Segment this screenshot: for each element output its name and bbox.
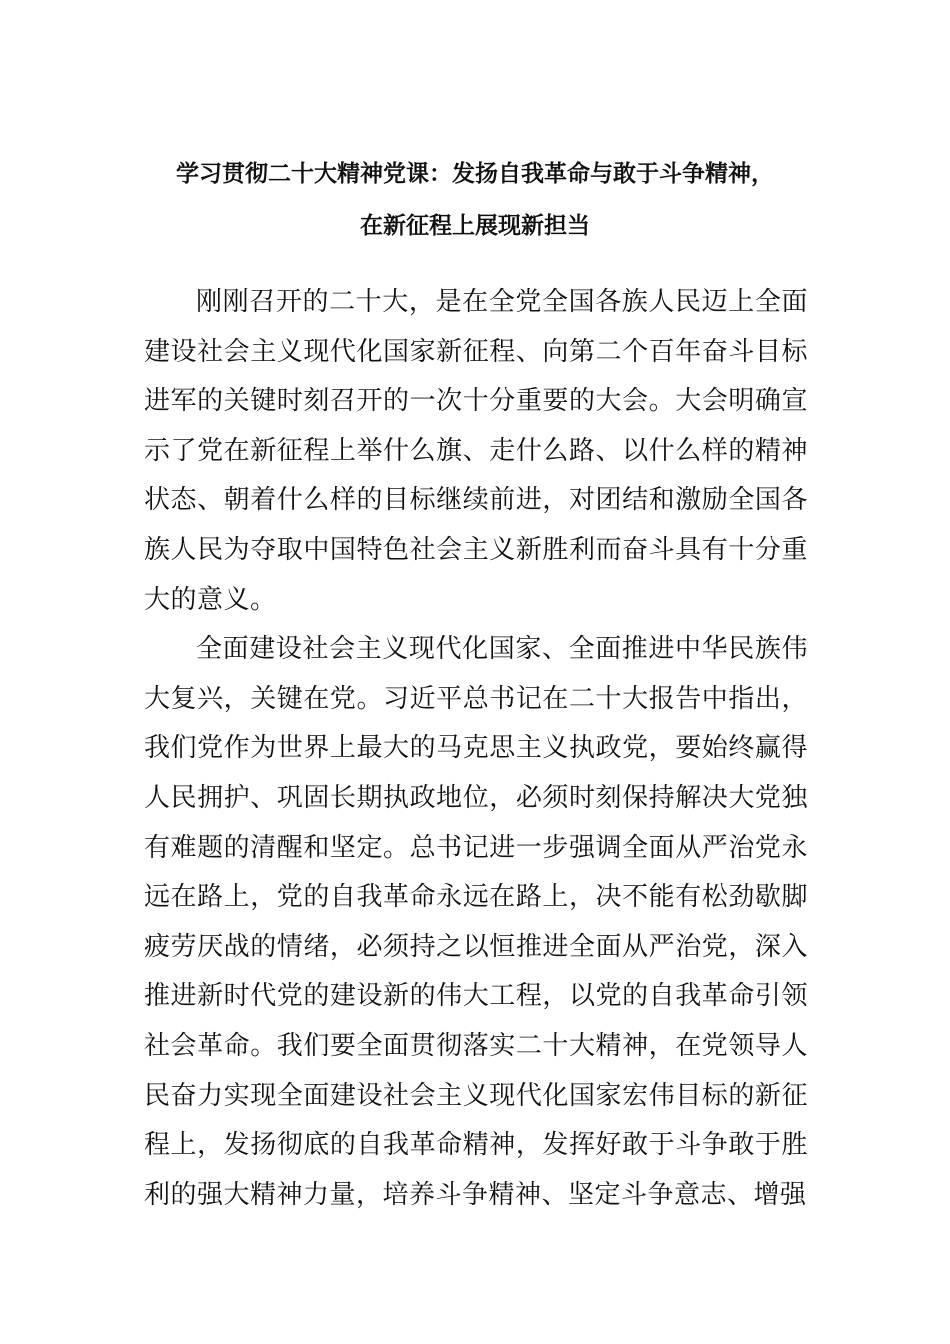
document-title-line-1: 学习贯彻二十大精神党课：发扬自我革命与敢于斗争精神， <box>176 161 774 187</box>
paragraph-1: 刚刚召开的二十大，是在全党全国各族人民迈上全面建设社会主义现代化国家新征程、向第二个百年奋斗目标进军的关键时刻召开的一次十分重要的大会。大会明确宣示了党在新征程上举什么旗、走什么路、以什么样的精神状态、朝着什么样的目标继续前进，对团结和激励全国各族人民为夺取中国特色社会主义新胜利而奋斗具有十分重大的意义。 <box>144 287 808 615</box>
document-title-line-2: 在新征程上展现新担当 <box>360 213 590 239</box>
paragraph-2: 全面建设社会主义现代化国家、全面推进中华民族伟大复兴，关键在党。习近平总书记在二十大报告中指出，我们党作为世界上最大的马克思主义执政党，要始终赢得人民拥护、巩固长期执政地位，必须时刻保持解决大党独有难题的清醒和坚定。总书记进一步强调全面从严治党永远在路上，党的自我革命永远在路上，决不能有松劲歇脚疲劳厌战的情绪，必须持之以恒推进全面从严治党，深入推进新时代党的建设新的伟大工程，以党的自我革命引领社会革命。我们要全面贯彻落实二十大精神，在党领导人民奋力实现全面建设社会主义现代化国家宏伟目标的新征程上，发扬彻底的自我革命精神，发挥好敢于斗争敢于胜利的强大精神力量，培养斗争精神、坚定斗争意志、增强 <box>144 634 808 1210</box>
document-body <box>144 278 808 1220</box>
